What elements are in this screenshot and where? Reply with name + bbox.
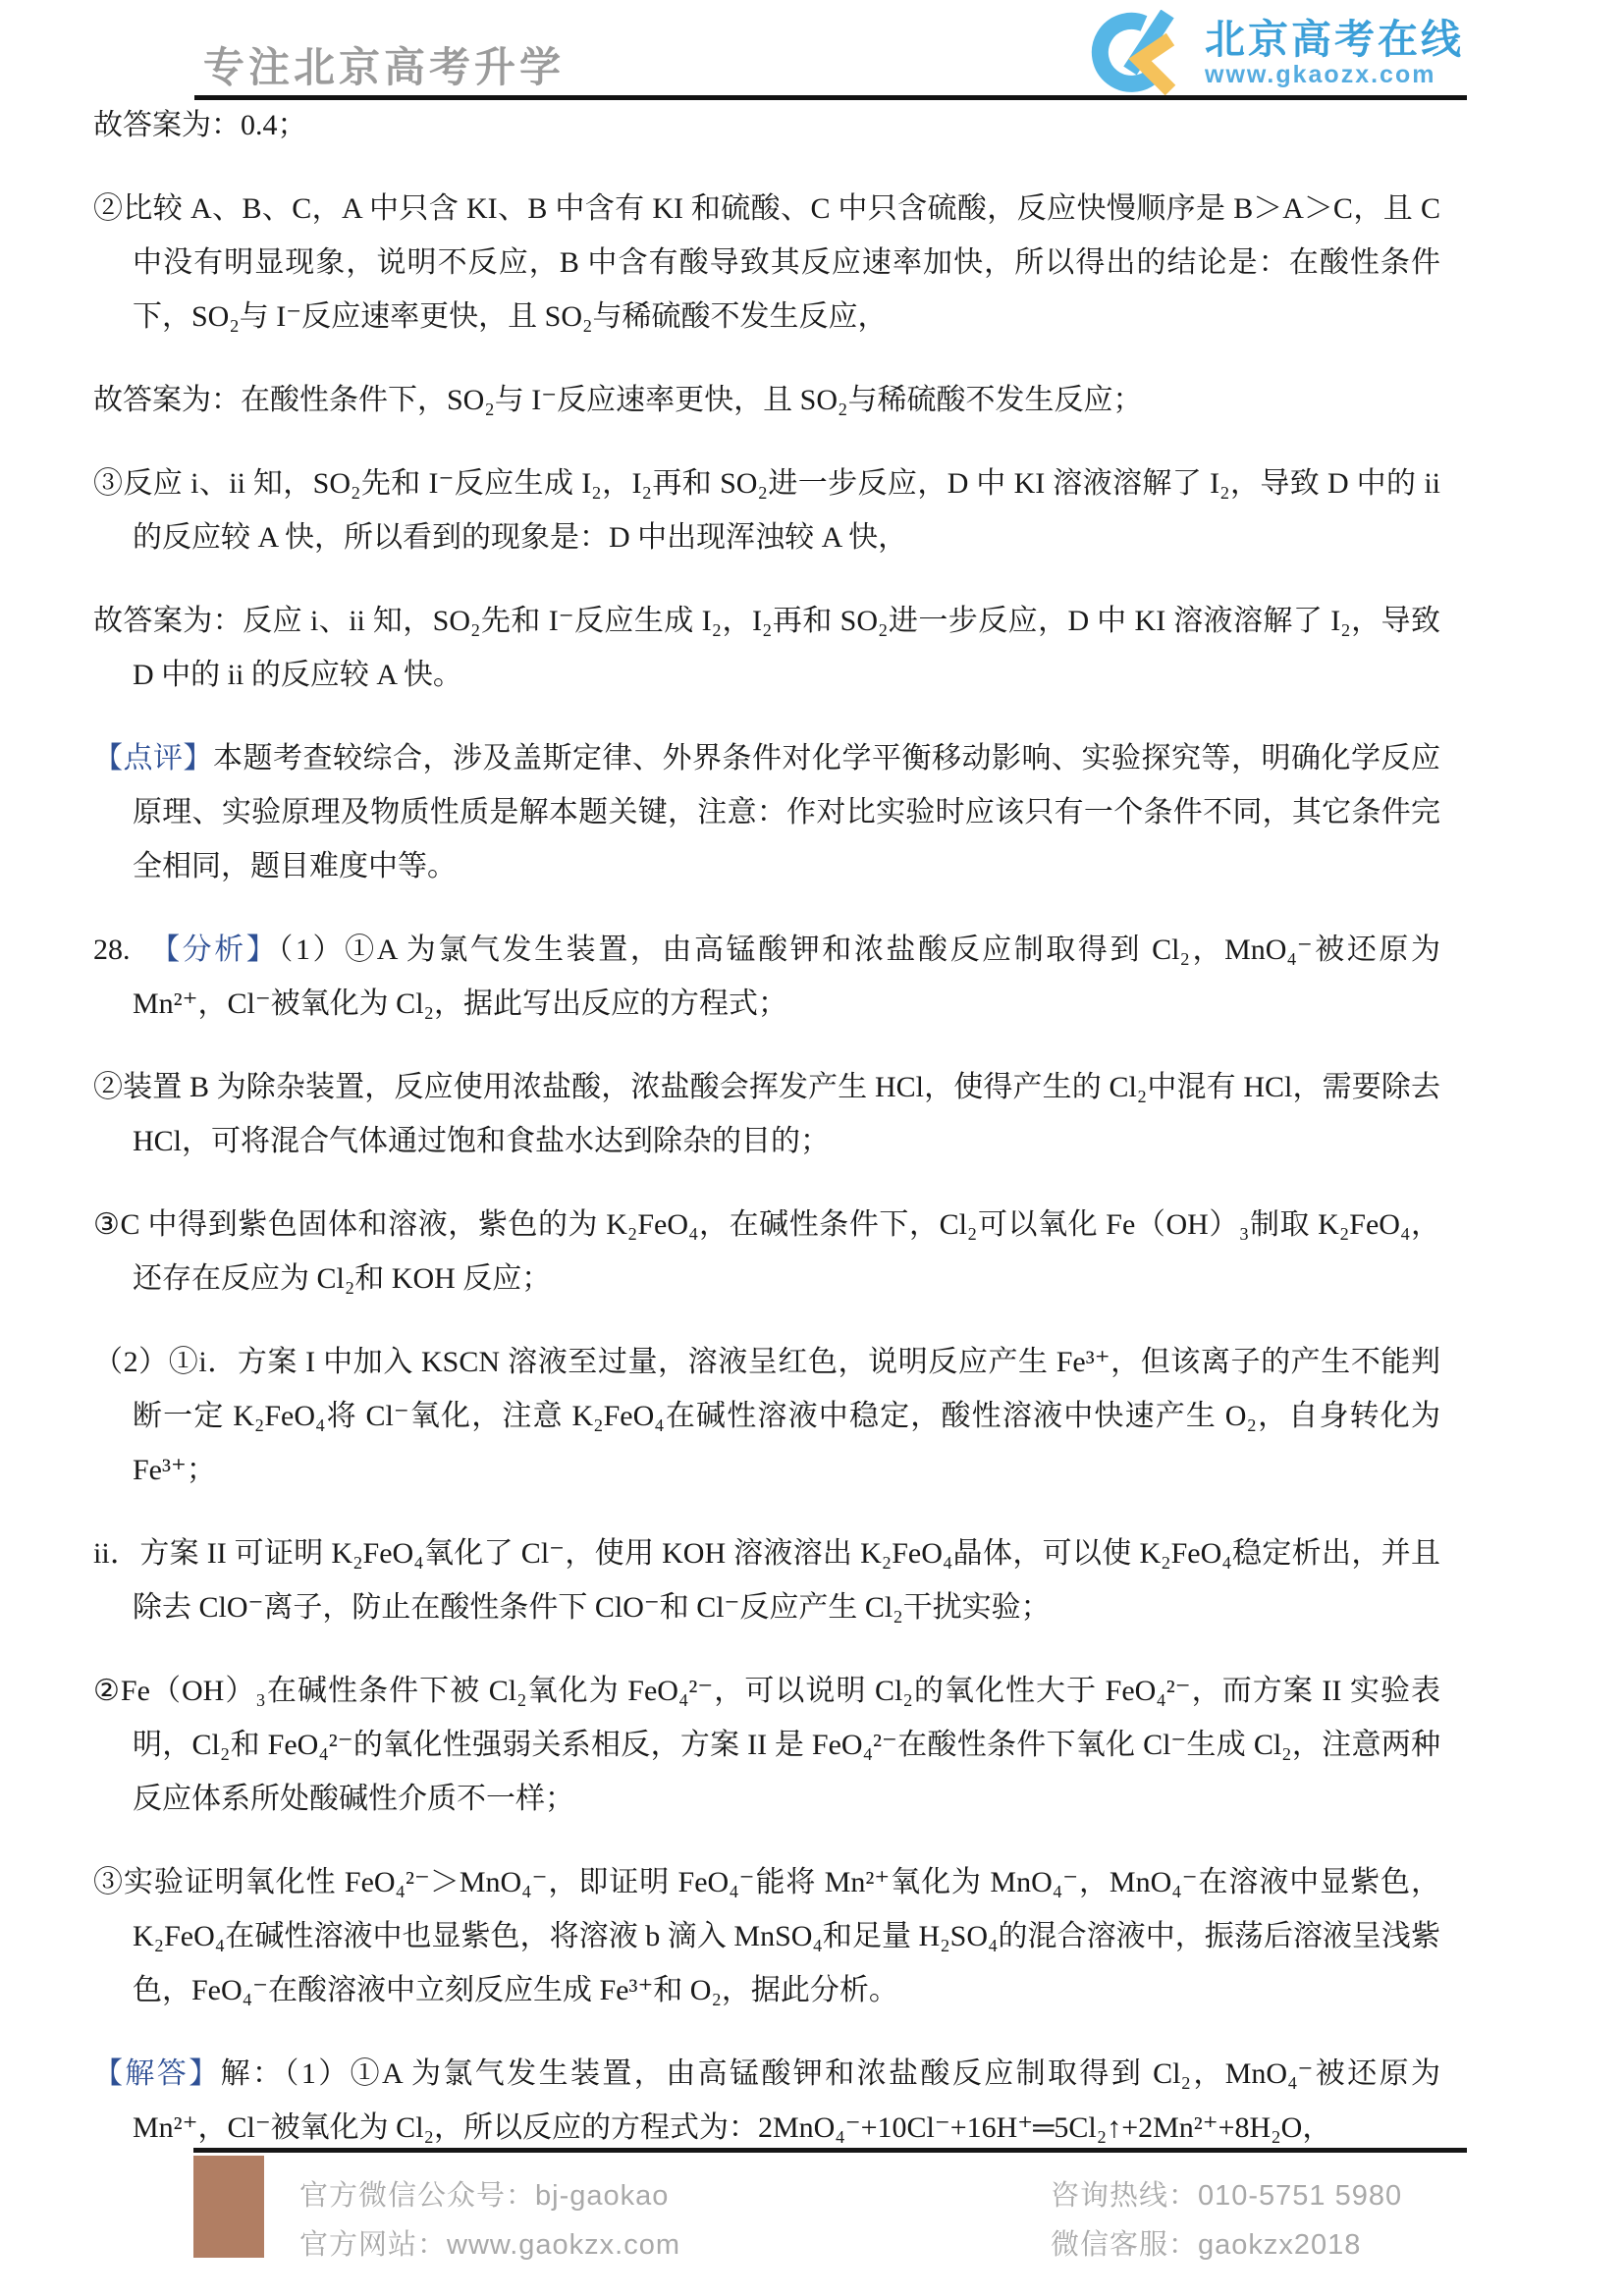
paragraph-text: ②Fe（OH）₃在碱性条件下被 Cl₂氧化为 FeO₄²⁻，可以说明 Cl₂的氧化性大于 FeO₄²⁻，而方案 II 实验表明，Cl₂和 FeO₄²⁻的氧化性强弱关系相反，方案 II 是 FeO₄²⁻在酸性条件下氧化 Cl⁻生成 Cl₂，注意两种反应体系所处酸碱性介质不一样； bbox=[93, 1675, 1440, 1815]
text-paragraph bbox=[93, 1664, 1440, 1826]
paragraph-text: 故答案为：在酸性条件下，SO₂与 I⁻反应速率更快，且 SO₂与稀硫酸不发生反应； bbox=[93, 384, 1143, 416]
paragraph-text: 故答案为：反应 i、ii 知，SO₂先和 I⁻反应生成 I₂，I₂再和 SO₂进一步反应，D 中 KI 溶液溶解了 I₂，导致 D 中的 ii 的反应较 A 快。 bbox=[93, 605, 1440, 691]
footer-website: 官方网站：www.gaokzx.com bbox=[299, 2229, 681, 2261]
brand-name: 北京高考在线 bbox=[1205, 17, 1464, 62]
text-paragraph bbox=[93, 1335, 1440, 1497]
text-paragraph bbox=[93, 1526, 1440, 1634]
paragraph-text: （2）①i．方案 I 中加入 KSCN 溶液至过量，溶液呈红色，说明反应产生 Fe³⁺，但该离子的产生不能判断一定 K₂FeO₄将 Cl⁻氧化，注意 K₂FeO₄在碱性溶液中稳定，酸性溶液中快速产生 O₂，自身转化为 Fe³⁺； bbox=[93, 1346, 1440, 1486]
paragraph-text: （1）①A 为氯气发生装置，由高锰酸钾和浓盐酸反应制取得到 Cl₂，MnO₄⁻被还原为 Mn²⁺，Cl⁻被氧化为 Cl₂，据此写出反应的方程式； bbox=[133, 934, 1441, 1020]
footer-hotline: 咨询热线：010-5751 5980 bbox=[1051, 2180, 1403, 2212]
solution-paragraph bbox=[93, 2047, 1440, 2155]
paragraph-text: 故答案为：0.4； bbox=[93, 109, 307, 141]
brand-url: www.gkaozx.com bbox=[1205, 61, 1436, 88]
answer-paragraph bbox=[93, 594, 1440, 702]
review-paragraph bbox=[93, 731, 1440, 893]
text-paragraph bbox=[93, 182, 1440, 344]
site-logo bbox=[1075, 10, 1464, 96]
paragraph-text: ii．方案 II 可证明 K₂FeO₄氧化了 Cl⁻，使用 KOH 溶液溶出 K₂FeO₄晶体，可以使 K₂FeO₄稳定析出，并且除去 ClO⁻离子，防止在酸性条件下 ClO⁻和 Cl⁻反应产生 Cl₂干扰实验； bbox=[93, 1537, 1440, 1624]
footer-wechat-account: 官方微信公众号：bj-gaokao bbox=[299, 2180, 670, 2212]
text-paragraph bbox=[93, 456, 1440, 564]
header-tagline: 专注北京高考升学 bbox=[203, 44, 566, 90]
paragraph-text: 解：（1）①A 为氯气发生装置，由高锰酸钾和浓盐酸反应制取得到 Cl₂，MnO₄⁻被还原为 Mn²⁺，Cl⁻被氧化为 Cl₂，所以反应的方程式为：2MnO₄⁻+10Cl⁻+16H⁺═5Cl₂↑+2Mn²⁺+8H₂O， bbox=[133, 2057, 1441, 2144]
answer-paragraph bbox=[93, 373, 1440, 427]
paragraph-text: ②比较 A、B、C，A 中只含 KI、B 中含有 KI 和硫酸、C 中只含硫酸，反应快慢顺序是 B＞A＞C，且 C 中没有明显现象，说明不反应，B 中含有酸导致其反应速率加快，所以得出的结论是：在酸性条件下，SO₂与 I⁻反应速率更快，且 SO₂与稀硫酸不发生反应， bbox=[93, 192, 1440, 333]
analysis-label: 【分析】 bbox=[147, 934, 279, 966]
logo-text bbox=[1205, 18, 1464, 88]
review-label: 【点评】 bbox=[93, 742, 213, 774]
paragraph-text: ②装置 B 为除杂装置，反应使用浓盐酸，浓盐酸会挥发产生 HCl，使得产生的 Cl₂中混有 HCl，需要除去 HCl，可将混合气体通过饱和食盐水达到除杂的目的； bbox=[93, 1071, 1440, 1157]
text-paragraph bbox=[93, 1855, 1440, 2017]
paragraph-text: ③C 中得到紫色固体和溶液，紫色的为 K₂FeO₄，在碱性条件下，Cl₂可以氧化 Fe（OH）₃制取 K₂FeO₄，还存在反应为 Cl₂和 KOH 反应； bbox=[93, 1208, 1440, 1295]
footer-wechat-service: 微信客服：gaokzx2018 bbox=[1051, 2229, 1362, 2261]
analysis-paragraph bbox=[93, 923, 1440, 1031]
footer-divider bbox=[193, 2148, 1467, 2153]
answer-paragraph bbox=[93, 98, 1440, 152]
gk-logo-icon bbox=[1075, 10, 1191, 96]
question-number: 28. bbox=[93, 934, 131, 966]
text-paragraph bbox=[93, 1060, 1440, 1168]
paragraph-text: ③实验证明氧化性 FeO₄²⁻＞MnO₄⁻，即证明 FeO₄⁻能将 Mn²⁺氧化为 MnO₄⁻，MnO₄⁻在溶液中显紫色，K₂FeO₄在碱性溶液中也显紫色，将溶液 b 滴入 MnSO₄和足量 H₂SO₄的混合溶液中，振荡后溶液呈浅紫色，FeO₄⁻在酸溶液中立刻反应生成 Fe³⁺和 O₂，据此分析。 bbox=[93, 1866, 1440, 2006]
solution-label: 【解答】 bbox=[93, 2057, 221, 2090]
footer-accent-block bbox=[193, 2156, 264, 2258]
document-body bbox=[93, 98, 1440, 2184]
paragraph-text: 本题考查较综合，涉及盖斯定律、外界条件对化学平衡移动影响、实验探究等，明确化学反应原理、实验原理及物质性质是解本题关键，注意：作对比实验时应该只有一个条件不同，其它条件完全相同，题目难度中等。 bbox=[133, 742, 1440, 882]
paragraph-text: ③反应 i、ii 知，SO₂先和 I⁻反应生成 I₂，I₂再和 SO₂进一步反应，D 中 KI 溶液溶解了 I₂，导致 D 中的 ii 的反应较 A 快，所以看到的现象是：D 中出现浑浊较 A 快， bbox=[93, 467, 1440, 554]
text-paragraph bbox=[93, 1198, 1440, 1306]
